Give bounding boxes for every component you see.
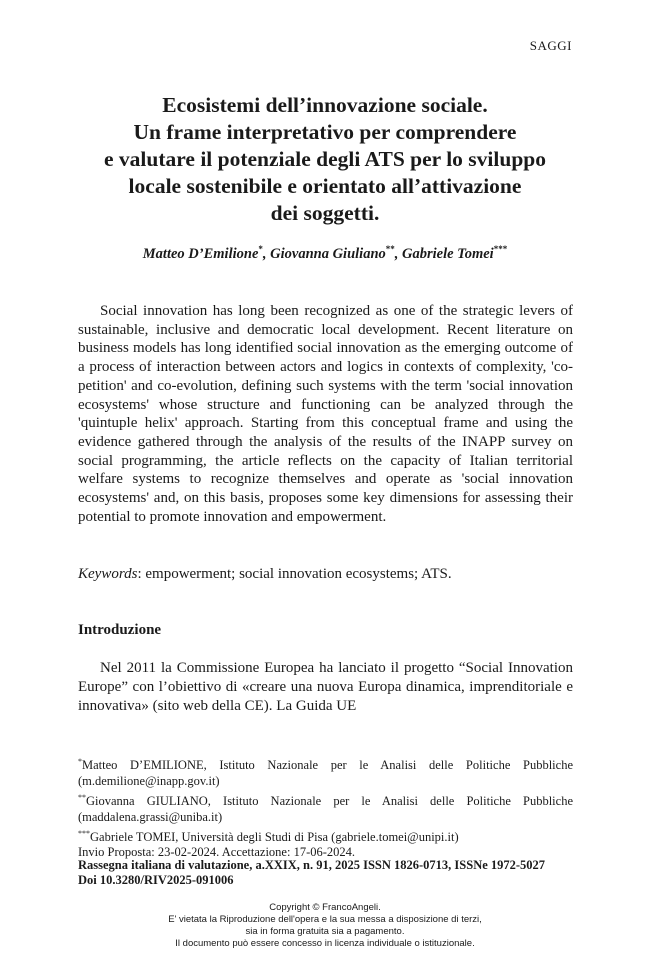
footnote: [78, 754, 573, 790]
intro-text: Nel 2011 la Commissione Europea ha lanciato il progetto “Social Innovation Europe” con l’obiettivo di «creare una nuova Europa dinamica, imprenditoriale e innovativa» (sito web della CE). La Guida UE: [78, 660, 573, 714]
abstract-text: Social innovation has long been recognized as one of the strategic levers of sustainable, inclusive and democratic local development. Recent literature on business models has long identified social innovation as the emerging outcome of a process of interaction between actors and logics in contexts of complexity, 'co-petition' and co-evolution, defining such systems with the term 'social innovation ecosystems' whose structure and functioning can be analyzed through the 'quintuple helix' approach. Starting from this conceptual frame and using the evidence gathered through the analysis of the results of the INAPP survey on social programming, the article reflects on the capacity of Italian territorial welfare systems to recognize themselves and operate as 'social innovation ecosystems' and, on this basis, proposes some key dimensions for assessing their potential to promote innovation and empowerment.: [78, 303, 573, 525]
author-mark: **: [385, 244, 395, 254]
journal-citation: [78, 858, 573, 888]
author-mark: ***: [493, 244, 508, 254]
title-line: Un frame interpretativo per comprendere: [133, 120, 517, 144]
title-line: locale sostenibile e orientato all’attivazione: [128, 174, 522, 198]
article-title: [60, 92, 590, 227]
footnote-mark: **: [78, 792, 86, 802]
footnotes: [78, 754, 573, 861]
footnote-text: Matteo D’EMILIONE, Istituto Nazionale per le Analisi delle Politiche Pubbliche (m.demilione@inapp.gov.it): [78, 758, 573, 788]
title-line: e valutare il potenziale degli ATS per lo sviluppo: [104, 147, 546, 171]
footnote-mark: *: [78, 757, 82, 766]
footnote: [78, 826, 573, 846]
author-name: Matteo D’Emilione: [142, 245, 259, 262]
doi-line: Doi 10.3280/RIV2025-091006: [78, 873, 234, 887]
keywords: [78, 566, 573, 583]
footnote-mark: ***: [78, 828, 90, 838]
intro-paragraph: [78, 659, 573, 716]
journal-line: Rassegna italiana di valutazione, a.XXIX, n. 91, 2025 ISSN 1826-0713, ISSNe 1972-5027: [78, 858, 546, 872]
footnote-text: Giovanna GIULIANO, Istituto Nazionale per le Analisi delle Politiche Pubbliche (maddalena.grassi@uniba.it): [78, 793, 573, 824]
author-separator: ,: [262, 245, 271, 262]
keywords-text: : empowerment; social innovation ecosystems; ATS.: [137, 566, 452, 582]
section-heading: Introduzione: [78, 622, 162, 638]
title-line: Ecosistemi dell’innovazione sociale.: [162, 93, 488, 117]
title-line: dei soggetti.: [270, 201, 380, 225]
copyright-line: E' vietata la Riproduzione dell'opera e la sua messa a disposizione di terzi,: [168, 914, 482, 925]
submission-dates: Invio Proposta: 23-02-2024. Accettazione: 17-06-2024.: [78, 845, 356, 860]
copyright-line: sia in forma gratuita sia a pagamento.: [245, 926, 405, 937]
copyright-line: Copyright © FrancoAngeli.: [269, 902, 381, 913]
author-name: Gabriele Tomei: [402, 245, 494, 262]
copyright-line: Il documento può essere concesso in licenza individuale o istituzionale.: [175, 938, 475, 949]
author-name: Giovanna Giuliano: [270, 245, 386, 262]
abstract: [78, 302, 573, 526]
author-list: [60, 244, 590, 263]
section-label: SAGGI: [529, 38, 572, 53]
copyright-notice: [60, 902, 590, 950]
footnote-text: Gabriele TOMEI, Università degli Studi di Pisa (gabriele.tomei@unipi.it): [90, 829, 459, 844]
keywords-label: Keywords: [78, 566, 138, 582]
author-separator: ,: [394, 245, 403, 262]
author-mark: *: [258, 244, 263, 254]
footnote: [78, 790, 573, 826]
